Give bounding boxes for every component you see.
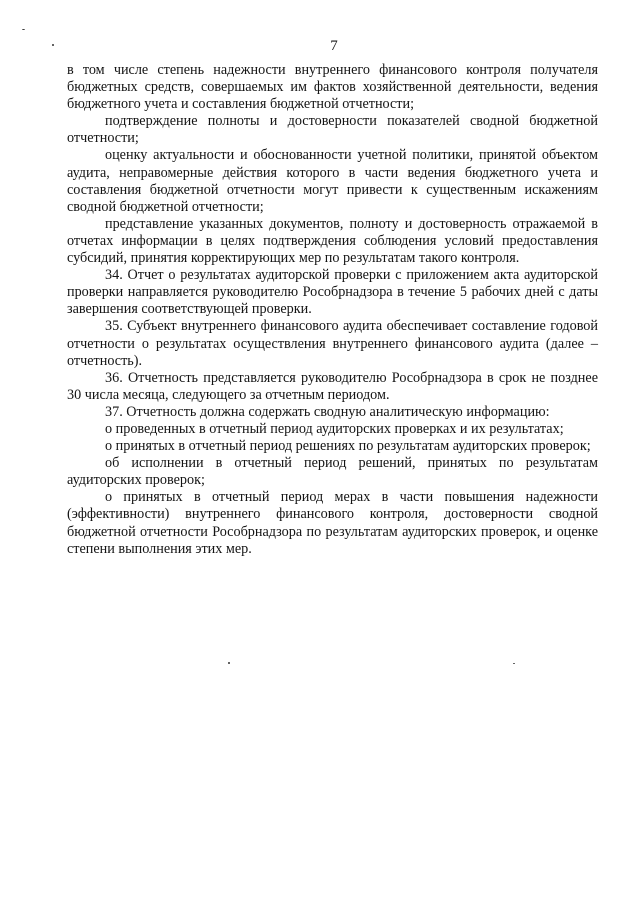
paragraph-item-34: 34. Отчет о результатах аудиторской проверки с приложением акта аудиторской проверки направляется руководителю Рособрнадзора в течение 5 рабочих дней с даты завершения соответствующей проверки. [67,267,598,318]
paragraph-item-35: 35. Субъект внутреннего финансового аудита обеспечивает составление годовой отчетности о результатах осуществления внутреннего финансового аудита (далее – отчетность). [67,318,598,369]
paragraph-item-37-sub-2: о принятых в отчетный период решениях по результатам аудиторских проверок; [105,438,591,455]
paragraph-item-37-sub-3: об исполнении в отчетный период решений, принятых по результатам аудиторских проверок; [67,455,598,489]
paragraph-item-37-sub-4: о принятых в отчетный период мерах в части повышения надежности (эффективности) внутреннего финансового контроля, достоверности сводной бюджетной отчетности Рособрнадзора по результатам аудиторских проверок, и оценке степени выполнения этих мер. [67,489,598,557]
scan-speck [228,662,230,664]
document-body [67,62,598,558]
paragraph-budget-reporting-confirmation: подтверждение полноты и достоверности показателей сводной бюджетной отчетности; [67,113,598,147]
paragraph-accounting-policy-assessment: оценку актуальности и обоснованности учетной политики, принятой объектом аудита, неправомерные действия которого в части ведения бюджетного учета и составления бюджетной отчетности могут привести к существенным искажениям сводной бюджетной отчетности; [67,147,598,215]
paragraph-item-37: 37. Отчетность должна содержать сводную аналитическую информацию: [105,403,550,420]
scan-speck [22,29,25,30]
paragraph-item-37-sub-1: о проведенных в отчетный период аудиторских проверках и их результатах; [105,420,564,437]
paragraph-continuation: в том числе степень надежности внутреннего финансового контроля получателя бюджетных средств, совершаемых им фактов хозяйственной деятельности, ведения бюджетного учета и составления бюджетной отчетности; [67,62,598,113]
paragraph-item-36: 36. Отчетность представляется руководителю Рособрнадзора в срок не позднее 30 числа месяца, следующего за отчетным периодом. [67,369,598,403]
scan-speck [513,663,515,664]
scan-speck [52,44,54,46]
page-number: 7 [330,38,338,54]
paragraph-subsidy-documents: представление указанных документов, полноту и достоверность отражаемой в отчетах информации в целях подтверждения соблюдения условий предоставления субсидий, принятия корректирующих мер по результатам такого контроля. [67,215,598,267]
